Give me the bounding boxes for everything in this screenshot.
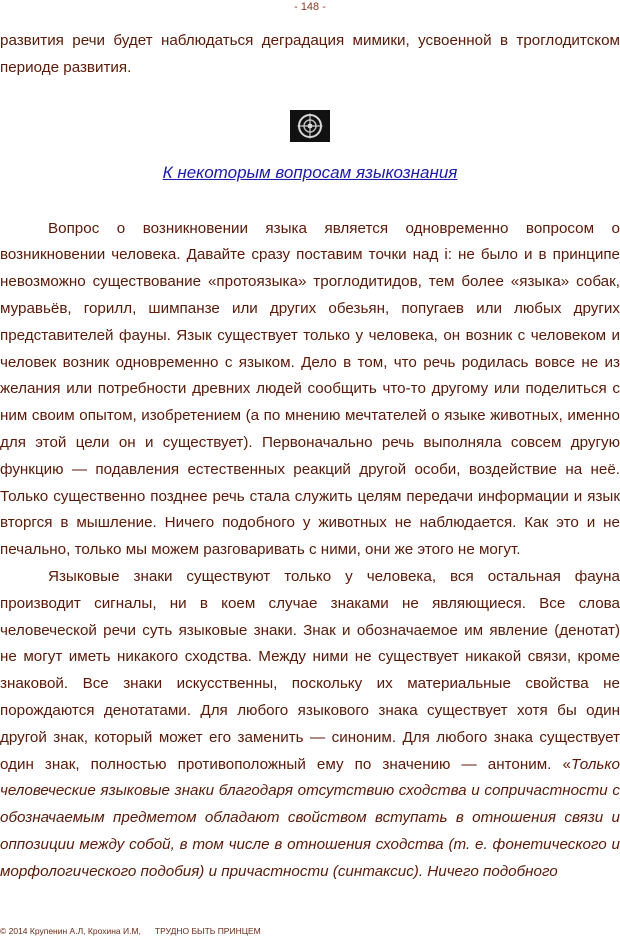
paragraph-origin-of-language: Вопрос о возникновении языка является одновременно вопросом о возникновении человека. Давайте сразу поставим точки над i: не было и в принципе невозможно существование «протоязыка» троглодитидов, тем более «языка» собак, муравьёв, горилл, шимпанзе или других обезьян, попугаев или любых других представителей фауны. Язык существует только у человека, он возник с человеком и человек возник одновременно с языком. Дело в том, что речь родилась вовсе не из желания или потребности древних людей сообщить что-то другому или поделиться с ним своим опытом, изобретением (а по мнению мечтателей о языке животных, именно для этой цели он и существует). Первоначально речь выполняла совсем другую функцию — подавления естественных реакций другой особи, воздействие на неё. Только существенно позднее речь стала служить целям передачи информации и язык вторгся в мышление. Ничего подобного у животных не наблюдается. Как это и не печально, только мы можем разговаривать с ними, они же этого не могут. (0, 219, 620, 559)
page-content (0, 28, 620, 886)
section-title: К некоторым вопросам языкознания (162, 162, 458, 182)
spacer (0, 186, 620, 216)
paragraph-language-signs (0, 564, 620, 886)
paragraph-text: Языковые знаки существуют только у человека, вся остальная фауна производит сигналы, ни в коем случае знаками не являющиеся. Все слова человеческой речи суть языковые знаки. Знак и обозначаемое им явление (денотат) не могут иметь никакого сходства. Между ними не существует никакой связи, кроме знаковой. Все знаки искусственны, поскольку их материальные свойства не порождаются денотатами. Для любого языкового знака существует хотя бы один другой знак, который может его заменить — синоним. Для любого знака существует один знак, полностью противоположный ему по значению — антоним. « (0, 567, 620, 773)
quotation-italic: Только человеческие языковые знаки благодаря отсутствию сходства и сопричастности с обозначаемым предметом обладают свойством вступать в отношения связи и оппозиции между собой, в том числе в отношения сходства (т. е. фонетического и морфологического подобия) и причастности (синтаксис). Ничего подобного (0, 755, 620, 880)
footer-copyright: © 2014 Крупенин А.Л, Крохина И.М, (0, 926, 141, 936)
page-footer (0, 926, 261, 937)
page-number: - 148 - (294, 1, 326, 13)
footer-book-title: ТРУДНО БЫТЬ ПРИНЦЕМ (154, 926, 261, 936)
sun-emblem-icon (290, 110, 330, 142)
intro-paragraph: развития речи будет наблюдаться деградация мимики, усвоенной в троглодитском периоде развития. (0, 32, 620, 76)
